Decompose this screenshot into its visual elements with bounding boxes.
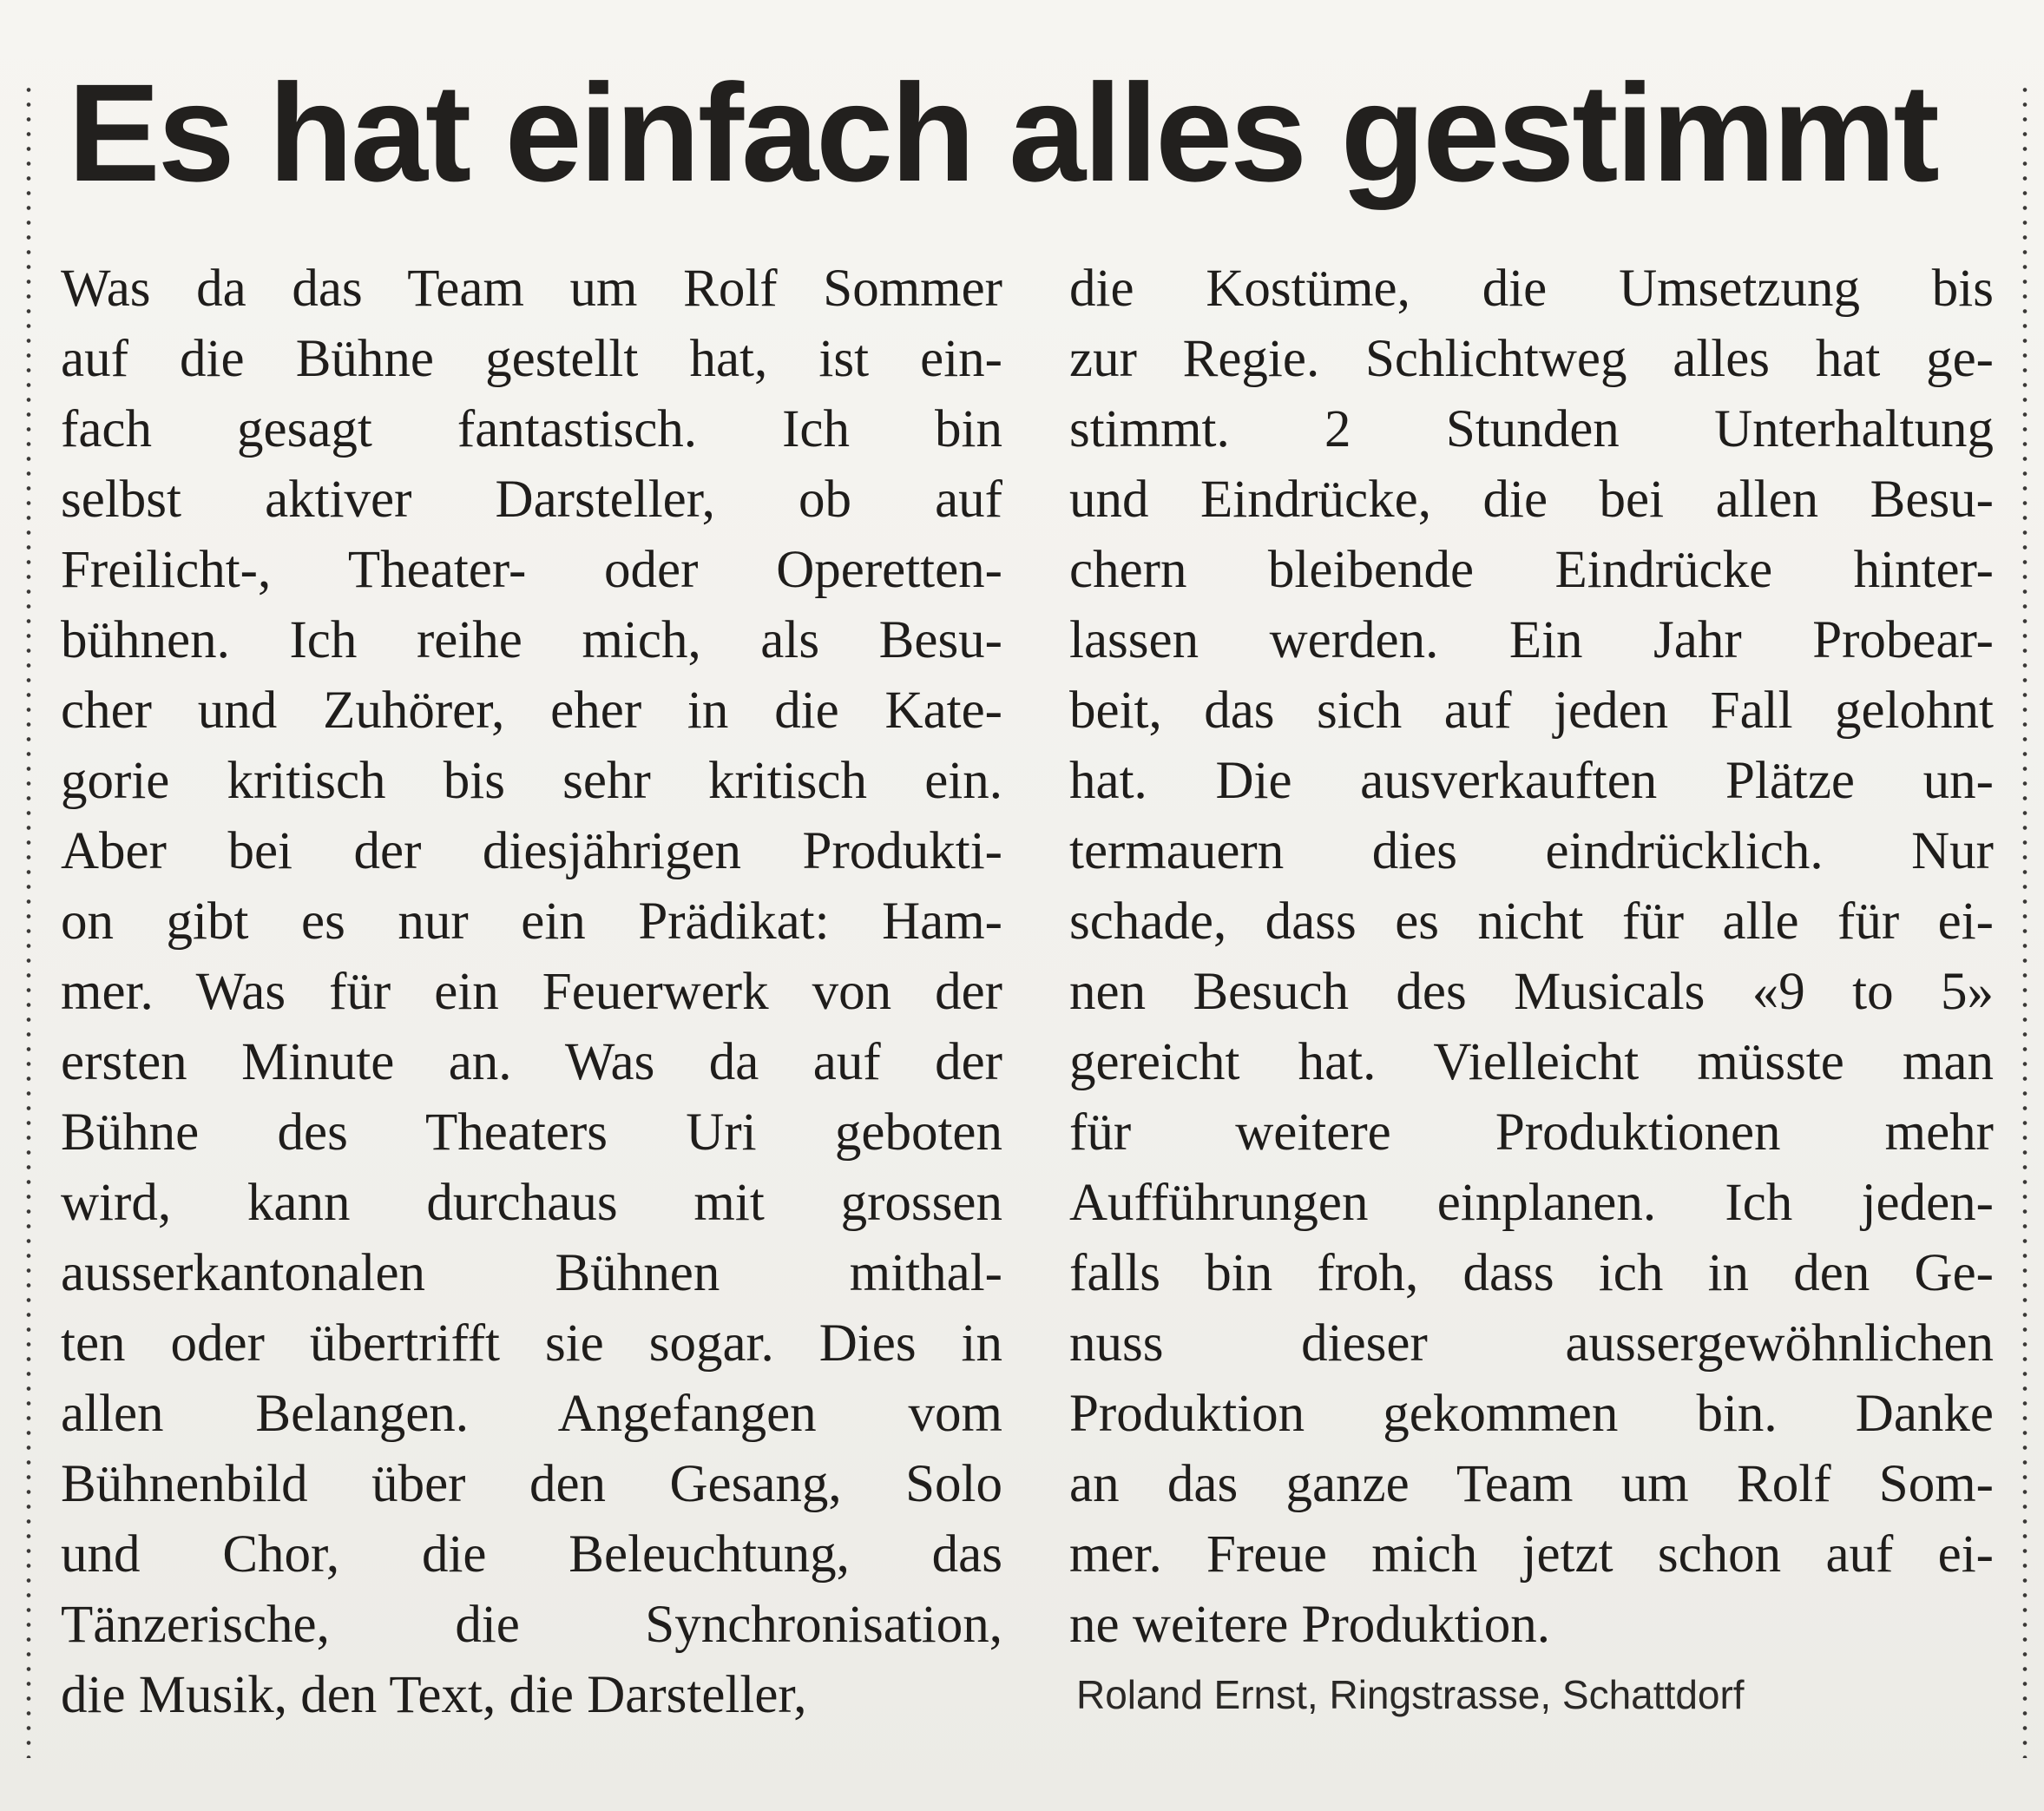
article-text-line: die Kostüme, die Umsetzung bis bbox=[1069, 260, 1994, 318]
article-text-line: Was da das Team um Rolf Sommer bbox=[61, 260, 1002, 318]
article-text-line: Tänzerische, die Synchronisation, bbox=[61, 1596, 1002, 1654]
article-text-line: wird, kann durchaus mit grossen bbox=[61, 1174, 1002, 1232]
article-text-line: falls bin froh, dass ich in den Ge- bbox=[1069, 1244, 1994, 1302]
dotted-cut-border-right bbox=[2022, 82, 2028, 1758]
article-text-line: on gibt es nur ein Prädikat: Ham- bbox=[61, 892, 1002, 951]
article-text-line: und Eindrücke, die bei allen Besu- bbox=[1069, 471, 1994, 529]
article-text-line: Produktion gekommen bin. Danke bbox=[1069, 1385, 1994, 1443]
dotted-cut-border-left bbox=[26, 82, 31, 1758]
article-text-line: gereicht hat. Vielleicht müsste man bbox=[1069, 1033, 1994, 1091]
article-text-line: stimmt. 2 Stunden Unterhaltung bbox=[1069, 400, 1994, 458]
article-text-line: mer. Freue mich jetzt schon auf ei- bbox=[1069, 1525, 1994, 1584]
article-text-line: Aber bei der diesjährigen Produkti- bbox=[61, 822, 1002, 880]
article-text-line: Bühne des Theaters Uri geboten bbox=[61, 1103, 1002, 1162]
article-text-line: lassen werden. Ein Jahr Probear- bbox=[1069, 611, 1994, 669]
article-text-line: mer. Was für ein Feuerwerk von der bbox=[61, 963, 1002, 1021]
article-text-line: an das ganze Team um Rolf Som- bbox=[1069, 1455, 1994, 1513]
article-column-right bbox=[1069, 254, 1994, 1660]
article-text-line: beit, das sich auf jeden Fall gelohnt bbox=[1069, 682, 1994, 740]
article-text-line: zur Regie. Schlichtweg alles hat ge- bbox=[1069, 330, 1994, 388]
article-text-line: und Chor, die Beleuchtung, das bbox=[61, 1525, 1002, 1584]
article-text-line: ne weitere Produktion. bbox=[1069, 1596, 1550, 1654]
article-text-line: termauern dies eindrücklich. Nur bbox=[1069, 822, 1994, 880]
letter-signature: Roland Ernst, Ringstrasse, Schattdorf bbox=[1076, 1672, 1745, 1717]
article-text-line: gorie kritisch bis sehr kritisch ein. bbox=[61, 752, 1002, 810]
article-text-line: nuss dieser aussergewöhnlichen bbox=[1069, 1314, 1994, 1373]
article-text-line: nen Besuch des Musicals «9 to 5» bbox=[1069, 963, 1994, 1021]
article-column-left bbox=[61, 254, 1002, 1730]
article-text-line: bühnen. Ich reihe mich, als Besu- bbox=[61, 611, 1002, 669]
article-headline: Es hat einfach alles gestimmt bbox=[68, 55, 1937, 210]
article-text-line: Freilicht-, Theater- oder Operetten- bbox=[61, 541, 1002, 599]
article-text-line: hat. Die ausverkauften Plätze un- bbox=[1069, 752, 1994, 810]
article-text-line: chern bleibende Eindrücke hinter- bbox=[1069, 541, 1994, 599]
article-text-line: schade, dass es nicht für alle für ei- bbox=[1069, 892, 1994, 951]
article-text-line: für weitere Produktionen mehr bbox=[1069, 1103, 1994, 1162]
article-text-line: ten oder übertrifft sie sogar. Dies in bbox=[61, 1314, 1002, 1373]
article-text-line: selbst aktiver Darsteller, ob auf bbox=[61, 471, 1002, 529]
article-text-line: auf die Bühne gestellt hat, ist ein- bbox=[61, 330, 1002, 388]
article-text-line: allen Belangen. Angefangen vom bbox=[61, 1385, 1002, 1443]
article-text-line: Aufführungen einplanen. Ich jeden- bbox=[1069, 1174, 1994, 1232]
article-text-line: ausserkantonalen Bühnen mithal- bbox=[61, 1244, 1002, 1302]
article-text-line: Bühnenbild über den Gesang, Solo bbox=[61, 1455, 1002, 1513]
article-text-line: ersten Minute an. Was da auf der bbox=[61, 1033, 1002, 1091]
article-text-line: fach gesagt fantastisch. Ich bin bbox=[61, 400, 1002, 458]
article-text-line: die Musik, den Text, die Darsteller, bbox=[61, 1666, 807, 1724]
article-text-line: cher und Zuhörer, eher in die Kate- bbox=[61, 682, 1002, 740]
